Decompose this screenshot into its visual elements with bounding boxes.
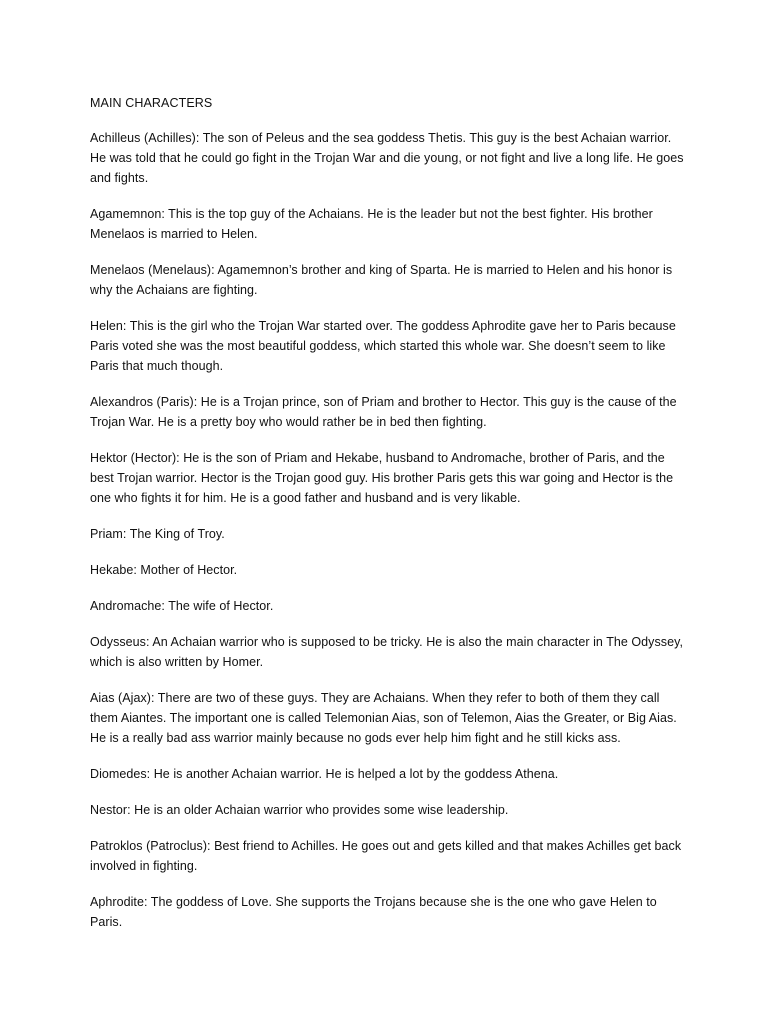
character-entry-patroklos: Patroklos (Patroclus): Best friend to Achilles. He goes out and gets killed and that makes Achilles get back involved in fighting.: [90, 839, 682, 873]
character-entry-achilleus: Achilleus (Achilles): The son of Peleus and the sea goddess Thetis. This guy is the best Achaian warrior. He was told that he could go fight in the Trojan War and die young, or not fight and live a long life. He goes and fights.: [90, 131, 684, 185]
character-entry-helen: Helen: This is the girl who the Trojan War started over. The goddess Aphrodite gave her to Paris because Paris voted she was the most beautiful goddess, which started this whole war. She doesn’t seem to like Paris that much though.: [90, 319, 676, 373]
character-entry-menelaos: Menelaos (Menelaus): Agamemnon’s brother and king of Sparta. He is married to Helen and his honor is why the Achaians are fighting.: [90, 263, 673, 297]
character-entry-aias: Aias (Ajax): There are two of these guys. They are Achaians. When they refer to both of them they call them Aiantes. The important one is called Telemonian Aias, son of Telemon, Aias the Greater, or Big Aias. He is a really bad ass warrior mainly because no gods ever help him fight and he still kicks ass.: [90, 691, 677, 745]
character-entry-nestor: Nestor: He is an older Achaian warrior who provides some wise leadership.: [90, 803, 509, 817]
character-entry-hekabe: Hekabe: Mother of Hector.: [90, 563, 238, 577]
character-entry-hektor: Hektor (Hector): He is the son of Priam and Hekabe, husband to Andromache, brother of Paris, and the best Trojan warrior. Hector is the Trojan good guy. His brother Paris gets this war going and Hector is the one who fights it for him. He is a good father and husband and is very likable.: [90, 451, 674, 505]
character-entry-diomedes: Diomedes: He is another Achaian warrior. He is helped a lot by the goddess Athena.: [90, 767, 559, 781]
character-entry-alexandros: Alexandros (Paris): He is a Trojan prince, son of Priam and brother to Hector. This guy is the cause of the Trojan War. He is a pretty boy who would rather be in bed then fighting.: [90, 395, 677, 429]
document-title: MAIN CHARACTERS: [90, 96, 213, 110]
character-entry-priam: Priam: The King of Troy.: [90, 527, 225, 541]
character-entry-andromache: Andromache: The wife of Hector.: [90, 599, 274, 613]
character-entry-agamemnon: Agamemnon: This is the top guy of the Achaians. He is the leader but not the best fighter. His brother Menelaos is married to Helen.: [90, 207, 653, 241]
character-entry-odysseus: Odysseus: An Achaian warrior who is supposed to be tricky. He is also the main character in The Odyssey, which is also written by Homer.: [90, 635, 683, 669]
character-entry-aphrodite: Aphrodite: The goddess of Love. She supports the Trojans because she is the one who gave Helen to Paris.: [90, 895, 657, 929]
